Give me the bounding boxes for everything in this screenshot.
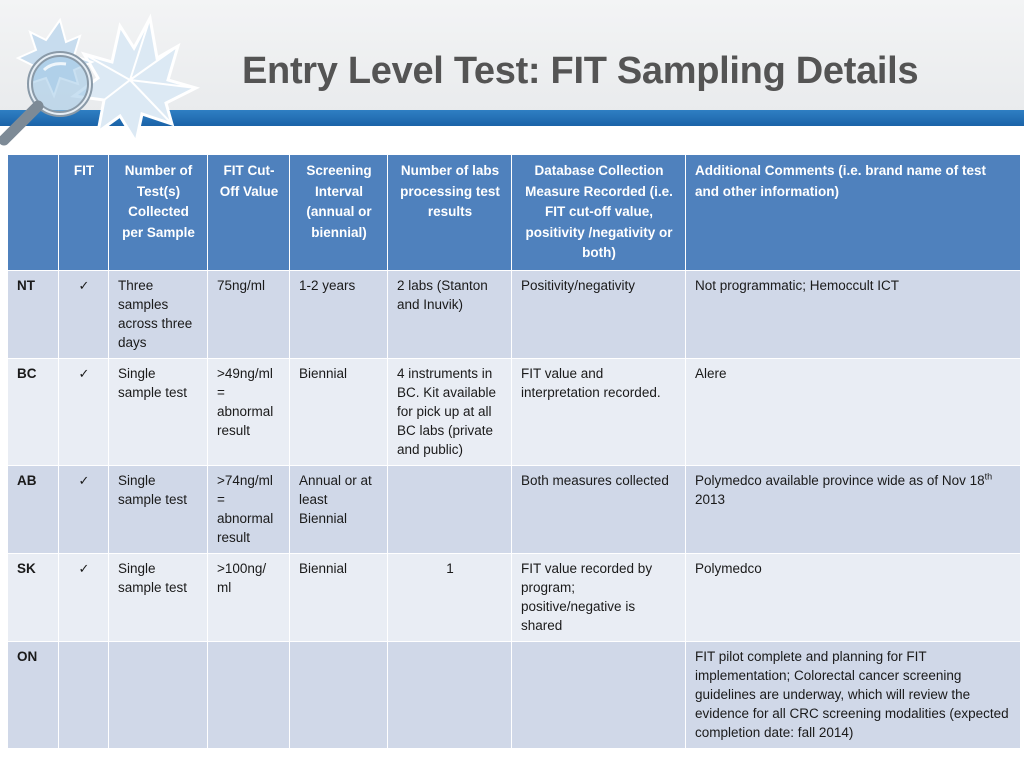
fit-sampling-table	[7, 154, 1021, 749]
fit-sampling-table-wrap	[7, 154, 1020, 749]
fit-check-icon: ✓	[59, 465, 109, 553]
province-cell: ON	[8, 641, 59, 748]
database-cell: Positivity/negativity	[512, 270, 686, 358]
cutoff-cell: 75ng/ml	[208, 270, 290, 358]
comments-cell: FIT pilot complete and planning for FIT implementation; Colorectal cancer screening guidelines are underway, which will review the evidence for all CRC screening modalities (expected completion date: fall 2014)	[686, 641, 1021, 748]
labs-cell	[388, 641, 512, 748]
fit-check-icon: ✓	[59, 358, 109, 465]
magnifier-handle-icon	[4, 106, 38, 140]
header-cutoff: FIT Cut-Off Value	[208, 155, 290, 271]
interval-cell: Biennial	[290, 553, 388, 641]
comments-cell	[686, 465, 1021, 553]
tests-cell	[109, 641, 208, 748]
header-comments: Additional Comments (i.e. brand name of test and other information)	[686, 155, 1021, 271]
table-row	[8, 358, 1021, 465]
tests-cell: Single sample test	[109, 358, 208, 465]
province-cell: SK	[8, 553, 59, 641]
tests-cell: Single sample test	[109, 465, 208, 553]
comments-cell: Alere	[686, 358, 1021, 465]
tests-cell: Three samples across three days	[109, 270, 208, 358]
fit-check-icon: ✓	[59, 553, 109, 641]
database-cell: Both measures collected	[512, 465, 686, 553]
cutoff-cell: >74ng/ml = abnormal result	[208, 465, 290, 553]
labs-cell	[388, 465, 512, 553]
header-interval: Screening Interval (annual or biennial)	[290, 155, 388, 271]
fit-check-icon: ✓	[59, 270, 109, 358]
table-header-row	[8, 155, 1021, 271]
interval-cell: Annual or at least Biennial	[290, 465, 388, 553]
labs-cell: 4 instruments in BC. Kit available for pick up at all BC labs (private and public)	[388, 358, 512, 465]
labs-cell: 1	[388, 553, 512, 641]
interval-cell: 1-2 years	[290, 270, 388, 358]
database-cell	[512, 641, 686, 748]
comments-tail: 2013	[695, 491, 726, 507]
maple-leaf-magnifier-logo	[0, 0, 200, 150]
interval-cell	[290, 641, 388, 748]
header-tests: Number of Test(s) Collected per Sample	[109, 155, 208, 271]
province-cell: NT	[8, 270, 59, 358]
comments-cell: Polymedco	[686, 553, 1021, 641]
header-labs: Number of labs processing test results	[388, 155, 512, 271]
province-cell: AB	[8, 465, 59, 553]
page-title: Entry Level Test: FIT Sampling Details	[242, 50, 919, 92]
interval-cell: Biennial	[290, 358, 388, 465]
cutoff-cell	[208, 641, 290, 748]
table-row	[8, 641, 1021, 748]
comments-text: Polymedco available province wide as of Nov 18	[695, 472, 985, 488]
header-fit: FIT	[59, 155, 109, 271]
comments-superscript: th	[984, 471, 993, 481]
labs-cell: 2 labs (Stanton and Inuvik)	[388, 270, 512, 358]
cutoff-cell: >100ng/ ml	[208, 553, 290, 641]
table-row	[8, 553, 1021, 641]
comments-cell: Not programmatic; Hemoccult ICT	[686, 270, 1021, 358]
province-cell: BC	[8, 358, 59, 465]
fit-check-icon	[59, 641, 109, 748]
tests-cell: Single sample test	[109, 553, 208, 641]
header-province	[8, 155, 59, 271]
table-row	[8, 270, 1021, 358]
database-cell: FIT value and interpretation recorded.	[512, 358, 686, 465]
cutoff-cell: >49ng/ml = abnormal result	[208, 358, 290, 465]
header-database: Database Collection Measure Recorded (i.e. FIT cut-off value, positivity /negativity or both)	[512, 155, 686, 271]
table-row	[8, 465, 1021, 553]
database-cell: FIT value recorded by program; positive/negative is shared	[512, 553, 686, 641]
